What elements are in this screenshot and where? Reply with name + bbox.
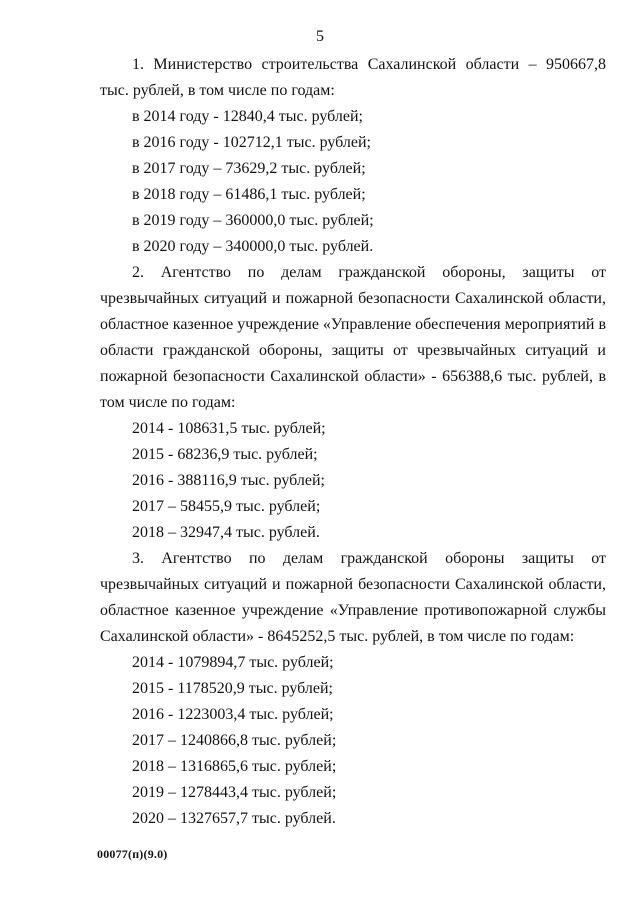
list-item: в 2020 году – 340000,0 тыс. рублей.: [132, 238, 374, 255]
section-3: [100, 546, 606, 832]
list-item: 2018 – 1316865,6 тыс. рублей;: [132, 758, 337, 775]
document-body: [100, 52, 606, 832]
list-item: 2020 – 1327657,7 тыс. рублей.: [132, 810, 336, 827]
list-item: 2017 – 1240866,8 тыс. рублей;: [132, 732, 337, 749]
list-item: 2019 – 1278443,4 тыс. рублей;: [132, 784, 337, 801]
list-item: 2018 – 32947,4 тыс. рублей.: [132, 524, 320, 541]
list-item: 2015 - 68236,9 тыс. рублей;: [132, 446, 318, 463]
list-item: 2014 - 108631,5 тыс. рублей;: [132, 420, 326, 437]
list-item: в 2016 году - 102712,1 тыс. рублей;: [132, 134, 371, 151]
footer-code: 00077(п)(9.0): [97, 847, 168, 861]
section-heading: 3. Агентство по делам гражданской обороны защиты от чрезвычайных ситуаций и пожарной безопасности Сахалинской области, областное казенное учреждение «Управление противопожарной службы Сахалинской области» - 8645252,5 тыс. рублей, в том числе по годам:: [100, 550, 606, 645]
list-item: в 2018 году – 61486,1 тыс. рублей;: [132, 186, 366, 203]
section-heading: 2. Агентство по делам гражданской обороны, защиты от чрезвычайных ситуаций и пожарной безопасности Сахалинской области, областное казенное учреждение «Управление обеспечения мероприятий в области гражданской обороны, защиты от чрезвычайных ситуаций и пожарной безопасности Сахалинской области» - 656388,6 тыс. рублей, в том числе по годам:: [100, 264, 606, 411]
list-item: в 2017 году – 73629,2 тыс. рублей;: [132, 160, 366, 177]
list-item: 2016 - 1223003,4 тыс. рублей;: [132, 706, 334, 723]
section-1: [100, 52, 606, 260]
list-item: 2017 – 58455,9 тыс. рублей;: [132, 498, 321, 515]
list-item: в 2019 году – 360000,0 тыс. рублей;: [132, 212, 374, 229]
list-item: 2014 - 1079894,7 тыс. рублей;: [132, 654, 334, 671]
page-number: 5: [316, 28, 324, 45]
section-2: [100, 260, 606, 546]
section-heading: 1. Министерство строительства Сахалинской области – 950667,8 тыс. рублей, в том числе по годам:: [100, 56, 606, 99]
list-item: 2016 - 388116,9 тыс. рублей;: [132, 472, 325, 489]
list-item: 2015 - 1178520,9 тыс. рублей;: [132, 680, 333, 697]
list-item: в 2014 году - 12840,4 тыс. рублей;: [132, 108, 363, 125]
